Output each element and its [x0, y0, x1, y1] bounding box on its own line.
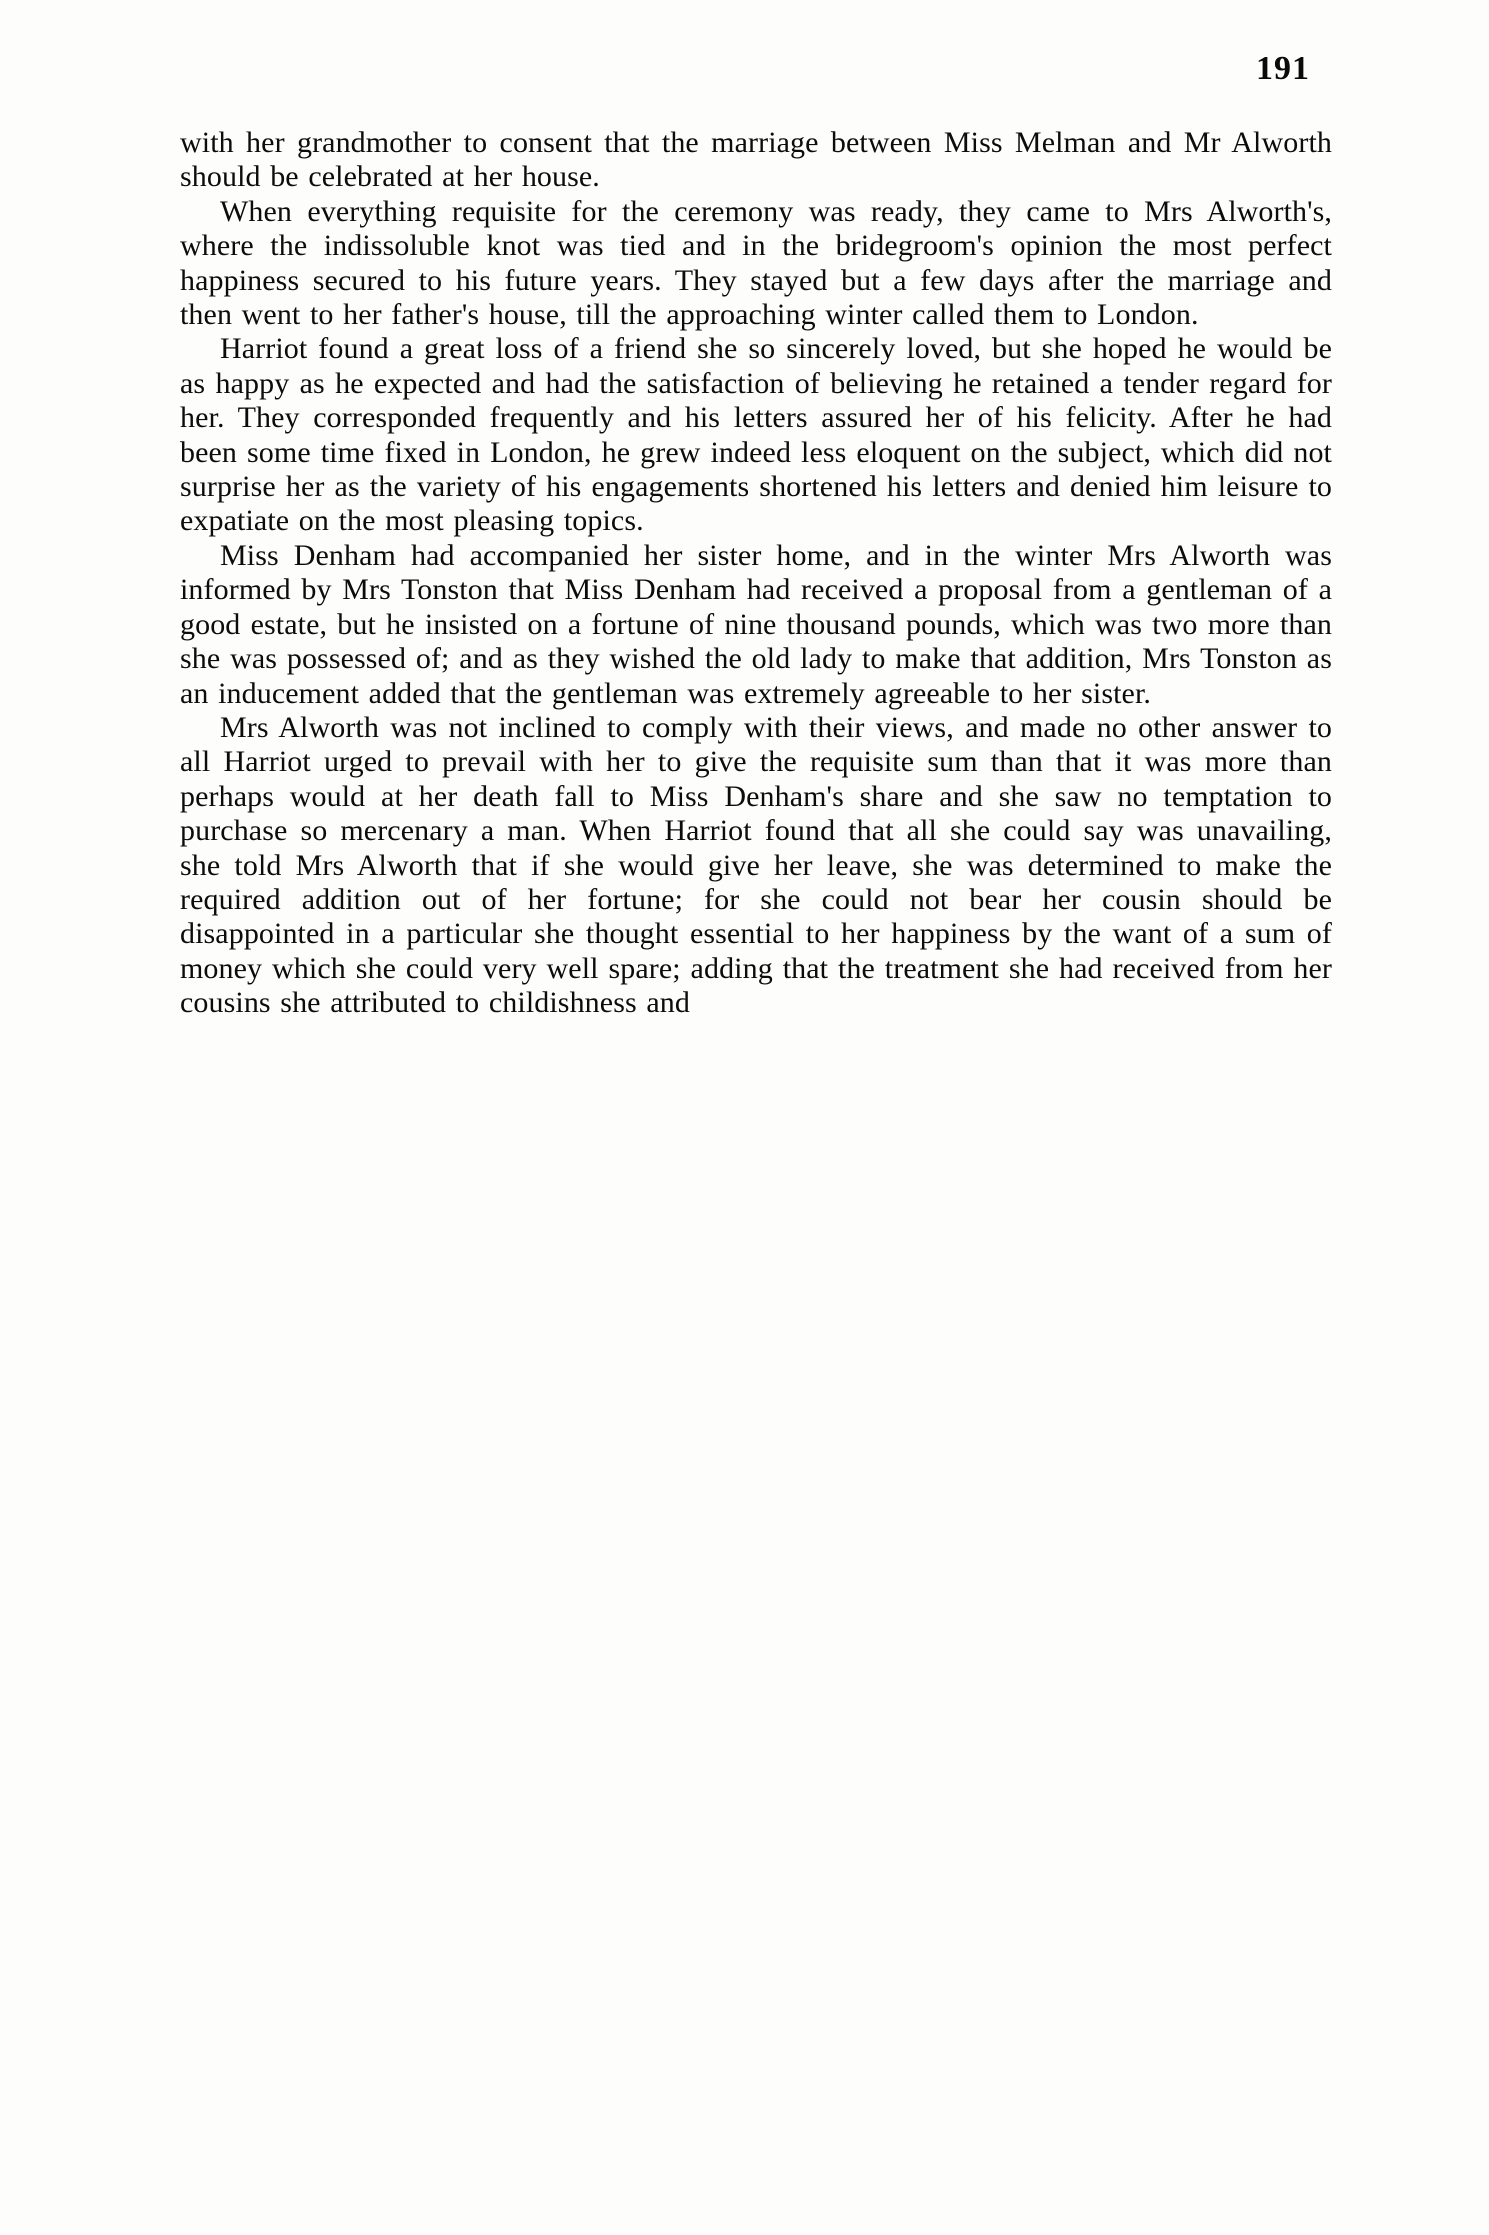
page-number: 191	[1256, 50, 1310, 87]
body-paragraph: Harriot found a great loss of a friend she so sincerely loved, but she hoped he would be as happy as he expected and had the satisfaction of believing he retained a tender regard for her. They corresponded frequently and his letters assured her of his felicity. After he had been some time fixed in London, he grew indeed less eloquent on the subject, which did not surprise her as the variety of his engagements shortened his letters and denied him leisure to expatiate on the most pleasing topics.	[180, 332, 1332, 538]
page-text	[180, 126, 1332, 1021]
body-paragraph: Miss Denham had accompanied her sister home, and in the winter Mrs Alworth was informed by Mrs Tonston that Miss Denham had received a proposal from a gentleman of a good estate, but he insisted on a fortune of nine thousand pounds, which was two more than she was possessed of; and as they wished the old lady to make that addition, Mrs Tonston as an inducement added that the gentleman was extremely agreeable to her sister.	[180, 538, 1332, 710]
body-paragraph: When everything requisite for the ceremony was ready, they came to Mrs Alworth's, where the indissoluble knot was tied and in the bridegroom's opinion the most perfect happiness secured to his future years. They stayed but a few days after the marriage and then went to her father's house, till the approaching winter called them to London.	[180, 194, 1332, 332]
body-paragraph: Mrs Alworth was not inclined to comply with their views, and made no other answer to all Harriot urged to prevail with her to give the requisite sum than that it was more than perhaps would at her death fall to Miss Denham's share and she saw no temptation to purchase so mercenary a man. When Harriot found that all she could say was unavailing, she told Mrs Alworth that if she would give her leave, she was determined to make the required addition out of her fortune; for she could not bear her cousin should be disappointed in a particular she thought essential to her happiness by the want of a sum of money which she could very well spare; adding that the treatment she had received from her cousins she attributed to childishness and	[180, 710, 1332, 1020]
body-paragraph: with her grandmother to consent that the marriage between Miss Melman and Mr Alworth should be celebrated at her house.	[180, 126, 1332, 194]
